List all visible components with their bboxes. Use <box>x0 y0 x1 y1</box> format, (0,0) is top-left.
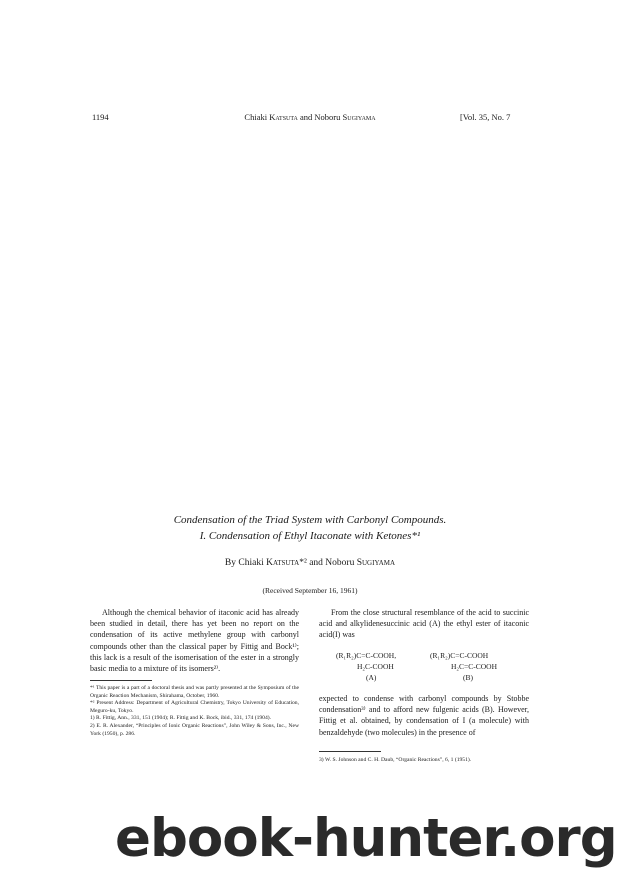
watermark-text: ebook-hunter.org <box>115 808 617 869</box>
page-number: 1194 <box>92 112 109 122</box>
footnote-rule-right <box>319 751 381 752</box>
formula-b-line2: H₂C=C-COOH <box>451 662 498 671</box>
formula-a-line2: H₂C-COOH <box>357 662 394 671</box>
running-header-authors: Chiaki Katsuta and Noboru Sugiyama <box>244 112 376 122</box>
footnote-2: *² Present Address: Department of Agricultural Chemistry, Tokyo University of Education, Meguro-ku, Tokyo. <box>90 700 299 714</box>
received-date: (Received September 16, 1961) <box>262 586 358 595</box>
volume-label: [Vol. 35, No. 7 <box>460 112 511 122</box>
footnote-rule-left <box>90 680 152 681</box>
right-footnotes <box>319 757 529 765</box>
article-title-line2: I. Condensation of Ethyl Itaconate with Ketones*¹ <box>199 530 421 542</box>
footnote-3: 1) R. Fittig, Ann., 331, 151 (1904); R. Fittig and K. Bock, ibid., 331, 174 (1904). <box>90 715 272 722</box>
intro-paragraph: Although the chemical behavior of itaconic acid has already been studied in detail, there has yet been no report on the condensation of its active methylene group with carbonyl compounds other than the classical paper by Fittig and Bock¹⁾; this lack is a result of the isomerisation of the ester in a strongly basic media to a mixture of its isomers²⁾. <box>90 608 299 674</box>
formula-b-label: (B) <box>463 673 473 682</box>
right-column-body <box>319 607 529 641</box>
right-paragraph-1: From the close structural resemblance of the acid to succinic acid and alkylidenesuccinic acid (A) the ethyl ester of itaconic acid(I) was <box>319 608 529 640</box>
footnote-5: 3) W. S. Johnson and C. H. Daub, “Organic Reactions”, 6, 1 (1951). <box>319 757 472 763</box>
formula-a-label: (A) <box>366 673 377 682</box>
formula-a <box>336 650 396 683</box>
formula-a-line1: (R₁R₂)C=C-COOH, <box>336 651 397 660</box>
footnote-1: *¹ This paper is a part of a doctoral thesis and was partly presented at the Symposium of the Organic Reaction Mechanism, Shirahama, October, 1960. <box>90 685 299 699</box>
formula-b <box>430 650 497 683</box>
article-title-line1: Condensation of the Triad System with Carbonyl Compounds. <box>173 514 447 526</box>
formula-b-line1: (R₁R₂)C=C-COOH <box>430 651 489 660</box>
left-column-body <box>90 607 299 674</box>
left-footnotes <box>90 685 299 738</box>
footnote-4: 2) E. R. Alexander, “Principles of Ionic Organic Reactions”, John Wiley & Sons, Inc., New York (1950), p. 286. <box>90 722 299 737</box>
right-paragraph-2: expected to condense with carbonyl compounds by Stobbe condensation³⁾ and to afford new fulgenic acids (B). However, Fittig et al. obtained, by condensation of I (a molecule) with benzaldehyde (two molecules) in the presence of <box>319 694 529 737</box>
right-column-body-2 <box>319 693 529 738</box>
author-byline: By Chiaki Katsuta*² and Noboru Sugiyama <box>224 558 396 568</box>
